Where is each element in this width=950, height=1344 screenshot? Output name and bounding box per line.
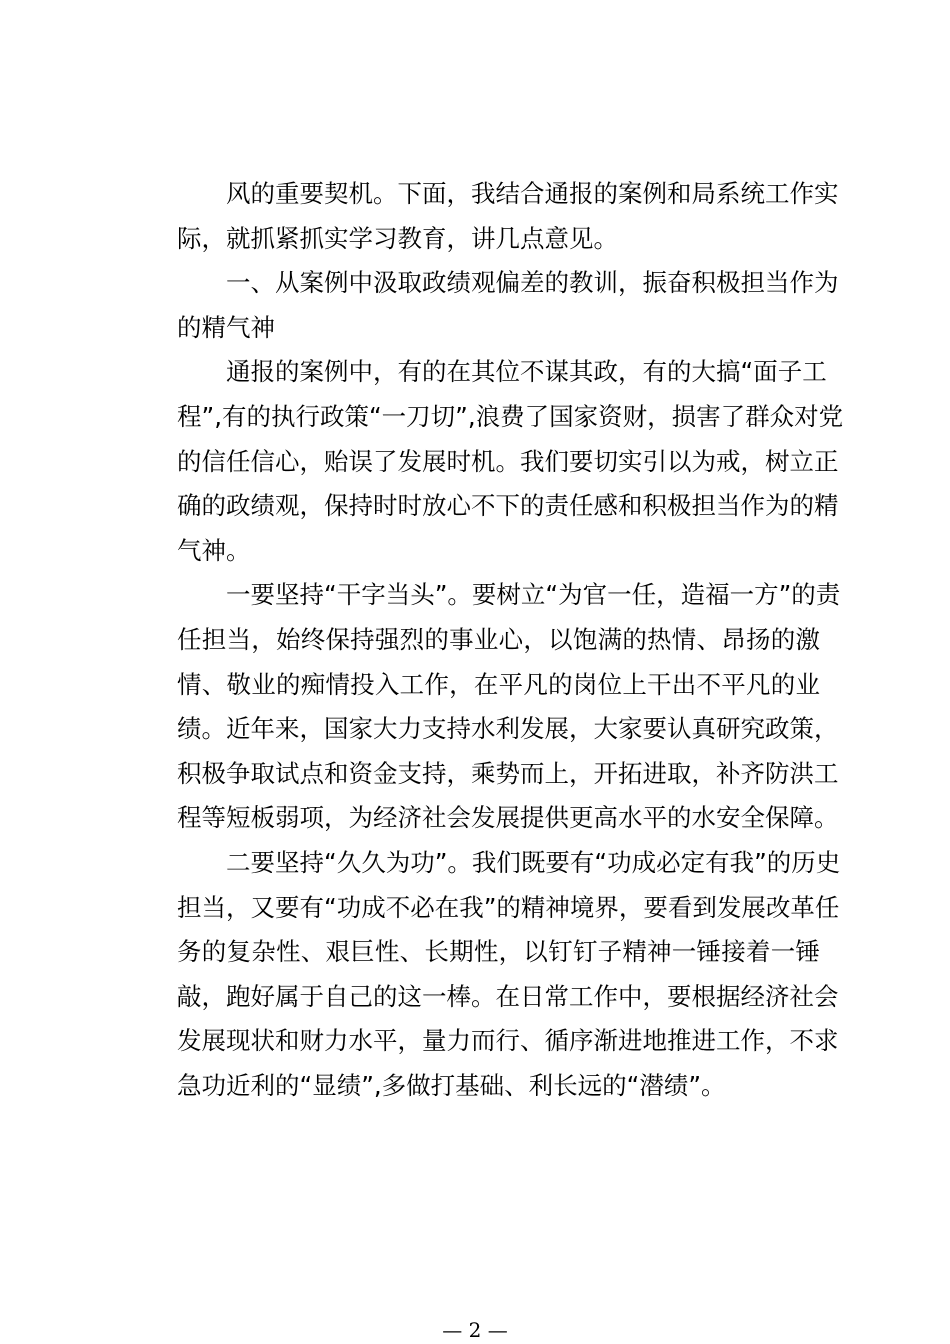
text-line: 二要坚持“久久为功”。我们既要有“功成必定有我”的历史 xyxy=(226,847,841,877)
text-line: 通报的案例中，有的在其位不谋其政，有的大搞“面子工 xyxy=(226,357,827,387)
text-line: 担当，又要有“功成不必在我”的精神境界，要看到发展改革任 xyxy=(177,892,840,922)
document-body xyxy=(128,172,844,1108)
text-line: 气神。 xyxy=(177,535,251,565)
paragraph-cases xyxy=(128,350,844,573)
text-line: 程等短板弱项，为经济社会发展提供更高水平的水安全保障。 xyxy=(177,803,839,833)
text-line: 绩。近年来，国家大力支持水利发展，大家要认真研究政策， xyxy=(177,714,839,744)
text-line: 急功近利的“显绩”,多做打基础、利长远的“潜绩”。 xyxy=(177,1070,726,1100)
page-number: — 2 — xyxy=(442,1318,508,1342)
text-line: 的信任信心，贻误了发展时机。我们要切实引以为戒，树立正 xyxy=(177,446,839,476)
text-line: 任担当，始终保持强烈的事业心，以饱满的热情、昂扬的激 xyxy=(177,624,820,654)
paragraph-point-two xyxy=(128,841,841,1109)
section-heading xyxy=(128,261,839,350)
text-line: 务的复杂性、艰巨性、长期性，以钉钉子精神一锤接着一锤 xyxy=(177,937,820,967)
text-line: 发展现状和财力水平，量力而行、循序渐进地推进工作，不求 xyxy=(177,1026,839,1056)
paragraph-point-one xyxy=(128,573,841,841)
text-line: 积极争取试点和资金支持，乘势而上，开拓进取，补齐防洪工 xyxy=(177,758,839,788)
heading-line: 一、从案例中汲取政绩观偏差的教训，振奋积极担当作为 xyxy=(226,268,839,298)
text-line: 确的政绩观，保持时时放心不下的责任感和积极担当作为的精 xyxy=(177,491,839,521)
text-line: 际，就抓紧抓实学习教育，讲几点意见。 xyxy=(177,223,618,253)
text-line: 敲，跑好属于自己的这一棒。在日常工作中，要根据经济社会 xyxy=(177,981,839,1011)
paragraph-intro xyxy=(128,172,839,261)
text-line: 程”,有的执行政策“一刀切”,浪费了国家资财，损害了群众对党 xyxy=(177,401,844,431)
text-line: 情、敬业的痴情投入工作，在平凡的岗位上干出不平凡的业 xyxy=(177,669,820,699)
text-line: 风的重要契机。下面，我结合通报的案例和局系统工作实 xyxy=(226,179,839,208)
heading-line: 的精气神 xyxy=(177,312,275,342)
text-line: 一要坚持“干字当头”。要树立“为官一任，造福一方”的责 xyxy=(226,580,841,610)
